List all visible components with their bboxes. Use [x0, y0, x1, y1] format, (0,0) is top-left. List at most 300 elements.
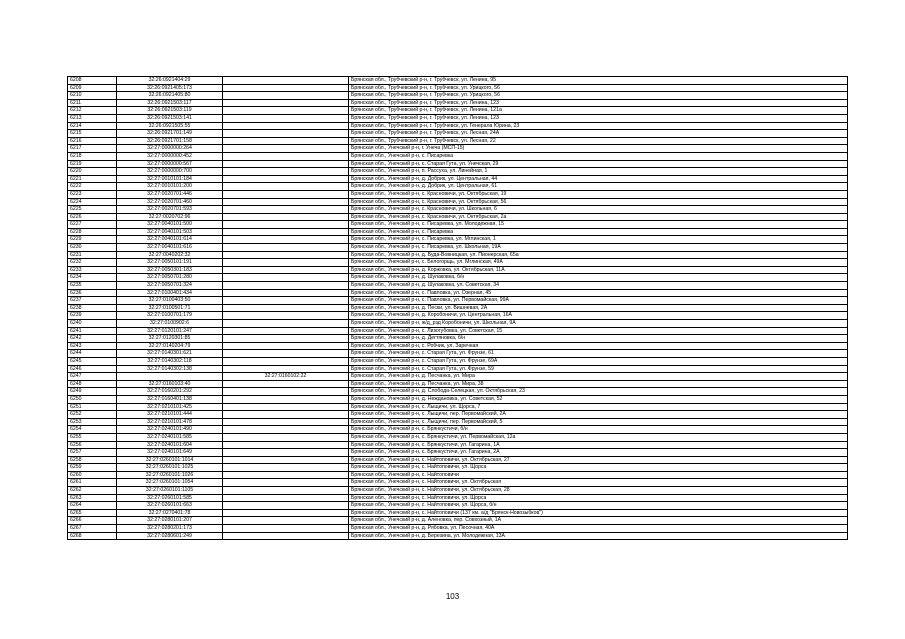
cadastral-number-cell: 32:27:0210101:444: [117, 411, 223, 419]
cadastral-number-extra-cell: [223, 92, 349, 100]
row-number-cell: 6239: [68, 312, 117, 320]
row-number-cell: 6244: [68, 350, 117, 358]
page-number: 103: [445, 592, 460, 601]
row-number-cell: 6268: [68, 532, 117, 540]
cadastral-number-extra-cell: [223, 221, 349, 229]
cadastral-number-extra-cell: [223, 456, 349, 464]
cadastral-number-cell: 32:27:0240101:604: [117, 441, 223, 449]
cadastral-number-extra-cell: [223, 77, 349, 85]
cadastral-number-cell: 32:27:0100403:50: [117, 297, 223, 305]
table-row: [68, 357, 848, 365]
row-number-cell: 6226: [68, 213, 117, 221]
cadastral-number-extra-cell: [223, 433, 349, 441]
row-number-cell: 6212: [68, 107, 117, 115]
row-number-cell: 6223: [68, 190, 117, 198]
row-number-cell: 6253: [68, 418, 117, 426]
cadastral-number-extra-cell: [223, 418, 349, 426]
cadastral-number-cell: 32:26:0921505:55: [117, 122, 223, 130]
table-row: [68, 251, 848, 259]
row-number-cell: 6221: [68, 175, 117, 183]
table-row: [68, 320, 848, 328]
cadastral-number-extra-cell: [223, 342, 349, 350]
cadastral-number-cell: 32:27:0260101:1025: [117, 464, 223, 472]
address-cell: Брянская обл., Трубчевский р-н, г. Трубчевск, ул. Лесная, 22: [349, 137, 848, 145]
table-row: [68, 236, 848, 244]
cadastral-number-extra-cell: [223, 190, 349, 198]
cadastral-number-cell: 32:27:0100501:71: [117, 304, 223, 312]
address-cell: Брянская обл., Унечский р-н, с. Старая Гута, ул. Унечская, 29: [349, 160, 848, 168]
address-cell: Брянская обл., Унечский р-н, с. Писаревка: [349, 152, 848, 160]
cadastral-number-cell: 32:27:0050701:324: [117, 282, 223, 290]
cadastral-number-cell: 32:27:0020701:593: [117, 206, 223, 214]
table-row: [68, 107, 848, 115]
cadastral-number-cell: 32:27:0160201:292: [117, 388, 223, 396]
table-row: [68, 449, 848, 457]
table-row: [68, 274, 848, 282]
cadastral-number-extra-cell: [223, 274, 349, 282]
cadastral-number-cell: 32:26:0921701:149: [117, 130, 223, 138]
address-cell: Брянская обл., Унечский р-н, д. Неждановка, ул. Советская, 52: [349, 395, 848, 403]
cadastral-number-extra-cell: [223, 198, 349, 206]
address-cell: Брянская обл., Унечский р-н, с. Старая Гута, ул. Фрунзе, 69А: [349, 357, 848, 365]
row-number-cell: 6215: [68, 130, 117, 138]
cadastral-number-cell: [117, 373, 223, 381]
table-row: [68, 335, 848, 343]
row-number-cell: 6241: [68, 327, 117, 335]
table-row: [68, 137, 848, 145]
table-row: [68, 175, 848, 183]
row-number-cell: 6246: [68, 365, 117, 373]
cadastral-number-cell: 32:27:0040101:503: [117, 228, 223, 236]
registry-table-body: [68, 77, 848, 540]
row-number-cell: 6266: [68, 517, 117, 525]
row-number-cell: 6237: [68, 297, 117, 305]
row-number-cell: 6235: [68, 282, 117, 290]
cadastral-number-extra-cell: [223, 479, 349, 487]
cadastral-number-cell: 32:27:0020701:460: [117, 198, 223, 206]
table-row: [68, 122, 848, 130]
row-number-cell: 6251: [68, 403, 117, 411]
cadastral-number-cell: 32:27:0000000:700: [117, 168, 223, 176]
cadastral-number-cell: 32:27:0000000:264: [117, 145, 223, 153]
cadastral-number-extra-cell: [223, 365, 349, 373]
cadastral-number-extra-cell: [223, 312, 349, 320]
cadastral-number-extra-cell: [223, 411, 349, 419]
cadastral-number-cell: 32:27:0260101:1054: [117, 479, 223, 487]
row-number-cell: 6240: [68, 320, 117, 328]
cadastral-number-extra-cell: [223, 289, 349, 297]
table-row: [68, 228, 848, 236]
row-number-cell: 6247: [68, 373, 117, 381]
cadastral-number-extra-cell: [223, 494, 349, 502]
row-number-cell: 6224: [68, 198, 117, 206]
address-cell: Брянская обл., Трубчевский р-н, г. Трубчевск, ул. Урицкого, 56: [349, 92, 848, 100]
row-number-cell: 6230: [68, 244, 117, 252]
address-cell: Брянская обл., Унечский р-н, с. Павловка, ул. Первомайская, 99А: [349, 297, 848, 305]
table-row: [68, 342, 848, 350]
table-row: [68, 487, 848, 495]
row-number-cell: 6227: [68, 221, 117, 229]
address-cell: Брянская обл., Унечский р-н, с. Брянкустичи, ул. Гагарина, 2А: [349, 449, 848, 457]
row-number-cell: 6238: [68, 304, 117, 312]
table-row: [68, 479, 848, 487]
table-row: [68, 411, 848, 419]
cadastral-number-cell: 32:27:0140301:621: [117, 350, 223, 358]
address-cell: Брянская обл., Унечский р-н, д. Рябовка, ул. Песочная, 40А: [349, 525, 848, 533]
cadastral-number-extra-cell: [223, 137, 349, 145]
row-number-cell: 6225: [68, 206, 117, 214]
address-cell: Брянская обл., Унечский р-н, с. Брянкустичи, ул. Первомайская, 12а: [349, 433, 848, 441]
row-number-cell: 6229: [68, 236, 117, 244]
address-cell: Брянская обл., Унечский р-н, с. Красновичи, ул. Школьная, 6: [349, 206, 848, 214]
table-row: [68, 92, 848, 100]
address-cell: Брянская обл., Унечский р-н, с. Писаревка: [349, 228, 848, 236]
row-number-cell: 6257: [68, 449, 117, 457]
cadastral-number-cell: 32:27:0000000:452: [117, 152, 223, 160]
cadastral-number-cell: 32:27:0260101:1105: [117, 487, 223, 495]
address-cell: Брянская обл., Унечский р-н, д. Добрик, ул. Центральная, 61: [349, 183, 848, 191]
cadastral-number-extra-cell: [223, 403, 349, 411]
row-number-cell: 6234: [68, 274, 117, 282]
cadastral-number-cell: 32:26:0921701:158: [117, 137, 223, 145]
table-row: [68, 84, 848, 92]
cadastral-number-cell: 32:27:0260101:585: [117, 494, 223, 502]
address-cell: Брянская обл., Унечский р-н, д. Слобода-Селецкая, ул. Октябрьская, 23: [349, 388, 848, 396]
cadastral-number-extra-cell: [223, 304, 349, 312]
row-number-cell: 6222: [68, 183, 117, 191]
cadastral-number-extra-cell: [223, 320, 349, 328]
row-number-cell: 6250: [68, 395, 117, 403]
address-cell: Брянская обл., Унечский р-н, с. Найтоповичи: [349, 471, 848, 479]
address-cell: Брянская обл., Унечский р-н, д. Шулаковка, ул. Советская, 34: [349, 282, 848, 290]
address-cell: Брянская обл., Унечский р-н, с. Старая Гута, ул. Фрунзе, 61: [349, 350, 848, 358]
cadastral-number-extra-cell: [223, 335, 349, 343]
cadastral-number-extra-cell: [223, 532, 349, 540]
cadastral-number-extra-cell: [223, 213, 349, 221]
table-row: [68, 395, 848, 403]
table-row: [68, 152, 848, 160]
row-number-cell: 6262: [68, 487, 117, 495]
address-cell: Брянская обл., Унечский р-н, д. Аленовка, пер. Совхозный, 1А: [349, 517, 848, 525]
table-row: [68, 221, 848, 229]
row-number-cell: 6211: [68, 99, 117, 107]
table-row: [68, 114, 848, 122]
cadastral-number-cell: 32:27:0120301:85: [117, 335, 223, 343]
table-row: [68, 403, 848, 411]
cadastral-number-extra-cell: [223, 509, 349, 517]
address-cell: Брянская обл., Унечский р-н, с. Красновичи, ул. Октябрьская, 56: [349, 198, 848, 206]
address-cell: Брянская обл., Унечский р-н, д. Песчанка, ул. Мира, 38: [349, 380, 848, 388]
row-number-cell: 6236: [68, 289, 117, 297]
row-number-cell: 6245: [68, 357, 117, 365]
table-row: [68, 130, 848, 138]
cadastral-number-cell: 32:27:0020702:96: [117, 213, 223, 221]
cadastral-number-cell: 32:27:0140204:79: [117, 342, 223, 350]
cadastral-number-cell: 32:27:0210101:425: [117, 403, 223, 411]
cadastral-number-extra-cell: [223, 441, 349, 449]
table-row: [68, 297, 848, 305]
cadastral-number-cell: 32:26:0921503:117: [117, 99, 223, 107]
cadastral-number-cell: 32:27:0260101:1026: [117, 471, 223, 479]
address-cell: Брянская обл., Унечский р-н, с. Лыщичи, ул. Щорса, 7: [349, 403, 848, 411]
row-number-cell: 6209: [68, 84, 117, 92]
address-cell: Брянская обл., Унечский р-н, ж/д_рзд Коробоничи, ул. Школьная, 9А: [349, 320, 848, 328]
table-row: [68, 198, 848, 206]
address-cell: Брянская обл., Трубчевский р-н, г. Трубчевск, ул. Ленина, 123: [349, 99, 848, 107]
cadastral-number-cell: 32:27:0280201:173: [117, 525, 223, 533]
cadastral-number-extra-cell: [223, 259, 349, 267]
cadastral-number-cell: 32:27:0040101:616: [117, 244, 223, 252]
cadastral-number-extra-cell: [223, 228, 349, 236]
row-number-cell: 6267: [68, 525, 117, 533]
table-row: [68, 282, 848, 290]
cadastral-number-extra-cell: [223, 251, 349, 259]
cadastral-number-extra-cell: [223, 464, 349, 472]
address-cell: Брянская обл., Унечский р-н, д. Буда-Вовницкая, ул. Пионерская, 65а: [349, 251, 848, 259]
address-cell: Брянская обл., Унечский р-н, с. Красновичи, ул. Октябрьская, 2а: [349, 213, 848, 221]
cadastral-number-extra-cell: [223, 244, 349, 252]
table-row: [68, 160, 848, 168]
cadastral-number-cell: 32:27:0040101:614: [117, 236, 223, 244]
cadastral-number-cell: 32:27:0040202:32: [117, 251, 223, 259]
row-number-cell: 6233: [68, 266, 117, 274]
address-cell: Брянская обл., Унечский р-н, с. Лыщичи, пер. Первомайский, 5: [349, 418, 848, 426]
address-cell: Брянская обл., Унечский р-н, д. Пески, ул. Вишневая, 2А: [349, 304, 848, 312]
cadastral-number-cell: 32:27:0050701:280: [117, 274, 223, 282]
table-row: [68, 206, 848, 214]
cadastral-number-cell: 32:26:0921404:29: [117, 77, 223, 85]
cadastral-number-extra-cell: [223, 145, 349, 153]
cadastral-number-extra-cell: [223, 327, 349, 335]
cadastral-number-cell: 32:27:0020701:446: [117, 190, 223, 198]
cadastral-number-cell: 32:26:0921503:141: [117, 114, 223, 122]
cadastral-number-cell: 32:27:0010101:200: [117, 183, 223, 191]
row-number-cell: 6218: [68, 152, 117, 160]
cadastral-number-extra-cell: [223, 236, 349, 244]
table-row: [68, 494, 848, 502]
address-cell: Брянская обл., Унечский р-н, с. Найтоповичи, ул. Щорса: [349, 494, 848, 502]
table-row: [68, 244, 848, 252]
cadastral-number-extra-cell: [223, 449, 349, 457]
table-row: [68, 266, 848, 274]
row-number-cell: 6263: [68, 494, 117, 502]
address-cell: Брянская обл., Трубчевский р-н, г. Трубчевск, ул. Ленина, 121а: [349, 107, 848, 115]
table-row: [68, 365, 848, 373]
address-cell: Брянская обл., Унечский р-н, с. Писаревка, ул. Мглинская, 1: [349, 236, 848, 244]
cadastral-number-extra-cell: [223, 517, 349, 525]
cadastral-number-extra-cell: 32:27:0160102:22: [223, 373, 349, 381]
cadastral-number-cell: 32:27:0140302:118: [117, 357, 223, 365]
table-row: [68, 517, 848, 525]
cadastral-number-extra-cell: [223, 99, 349, 107]
cadastral-number-extra-cell: [223, 525, 349, 533]
table-row: [68, 456, 848, 464]
cadastral-number-cell: 32:27:0050101:191: [117, 259, 223, 267]
row-number-cell: 6219: [68, 160, 117, 168]
row-number-cell: 6210: [68, 92, 117, 100]
row-number-cell: 6220: [68, 168, 117, 176]
table-row: [68, 532, 848, 540]
cadastral-number-cell: 32:27:0100401:434: [117, 289, 223, 297]
table-row: [68, 373, 848, 381]
table-row: [68, 388, 848, 396]
address-cell: Брянская обл., Унечский р-н, д. Шулаковка, б/н: [349, 274, 848, 282]
cadastral-number-extra-cell: [223, 426, 349, 434]
row-number-cell: 6213: [68, 114, 117, 122]
address-cell: Брянская обл., Унечский р-н, с. Белогорщь, ул. Мглинская, 49А: [349, 259, 848, 267]
address-cell: Брянская обл., Унечский р-н, с. Брянкустичи, ул. Гагарина, 1А: [349, 441, 848, 449]
cadastral-number-cell: 32:27:0100701:179: [117, 312, 223, 320]
cadastral-number-extra-cell: [223, 266, 349, 274]
cadastral-number-extra-cell: [223, 175, 349, 183]
cadastral-number-cell: 32:27:0270401:78: [117, 509, 223, 517]
cadastral-number-extra-cell: [223, 502, 349, 510]
address-cell: Брянская обл., Унечский р-н, с. Павловка, ул. Озерная, 45: [349, 289, 848, 297]
address-cell: Брянская обл., Унечский р-н, с. Найтоповичи (137 км. а/д "Брянск-Новозыбков"): [349, 509, 848, 517]
row-number-cell: 6228: [68, 228, 117, 236]
cadastral-number-extra-cell: [223, 350, 349, 358]
address-cell: Брянская обл., Трубчевский р-н, г. Трубчевск, ул. Урицкого, 56: [349, 84, 848, 92]
address-cell: Брянская обл., Унечский р-н, с. Брянкустичи, б/н: [349, 426, 848, 434]
table-row: [68, 418, 848, 426]
cadastral-number-extra-cell: [223, 122, 349, 130]
cadastral-number-cell: 32:27:0160103:40: [117, 380, 223, 388]
row-number-cell: 6259: [68, 464, 117, 472]
cadastral-number-cell: 32:27:0260101:663: [117, 502, 223, 510]
cadastral-number-cell: 32:27:0120101:247: [117, 327, 223, 335]
address-cell: Брянская обл., Унечский р-н, с. Найтоповичи, ул. Щорса: [349, 464, 848, 472]
address-cell: Брянская обл., Унечский р-н, д. Коробоничи, ул. Центральная, 16А: [349, 312, 848, 320]
table-row: [68, 433, 848, 441]
table-row: [68, 183, 848, 191]
address-cell: Брянская обл., Унечский р-н, д. Песчанка, ул. Мира: [349, 373, 848, 381]
row-number-cell: 6243: [68, 342, 117, 350]
cadastral-number-extra-cell: [223, 357, 349, 365]
table-row: [68, 259, 848, 267]
cadastral-number-cell: 32:27:0010101:184: [117, 175, 223, 183]
address-cell: Брянская обл., Унечский р-н, п. Рассуха, ул. Линейная, 1: [349, 168, 848, 176]
table-row: [68, 525, 848, 533]
row-number-cell: 6248: [68, 380, 117, 388]
row-number-cell: 6231: [68, 251, 117, 259]
row-number-cell: 6232: [68, 259, 117, 267]
cadastral-number-cell: 32:27:0000000:567: [117, 160, 223, 168]
cadastral-number-extra-cell: [223, 380, 349, 388]
cadastral-number-extra-cell: [223, 84, 349, 92]
cadastral-number-extra-cell: [223, 168, 349, 176]
row-number-cell: 6249: [68, 388, 117, 396]
row-number-cell: 6255: [68, 433, 117, 441]
table-row: [68, 77, 848, 85]
row-number-cell: 6256: [68, 441, 117, 449]
table-row: [68, 509, 848, 517]
table-row: [68, 441, 848, 449]
cadastral-number-cell: 32:27:0040101:500: [117, 221, 223, 229]
cadastral-number-cell: 32:27:0210101:478: [117, 418, 223, 426]
cadastral-number-cell: 32:26:0921405:173: [117, 84, 223, 92]
table-row: [68, 145, 848, 153]
cadastral-number-extra-cell: [223, 487, 349, 495]
row-number-cell: 6214: [68, 122, 117, 130]
cadastral-number-extra-cell: [223, 206, 349, 214]
cadastral-number-cell: 32:27:0050301:183: [117, 266, 223, 274]
cadastral-number-cell: 32:27:0280601:249: [117, 532, 223, 540]
cadastral-number-extra-cell: [223, 114, 349, 122]
address-cell: Брянская обл., Унечский р-н, д. Добрик, ул. Центральная, 44: [349, 175, 848, 183]
row-number-cell: 6208: [68, 77, 117, 85]
row-number-cell: 6261: [68, 479, 117, 487]
table-row: [68, 380, 848, 388]
address-cell: Брянская обл., Унечский р-н, д. Коржовка, ул. Октябрьская, 11А: [349, 266, 848, 274]
table-row: [68, 304, 848, 312]
cadastral-number-extra-cell: [223, 130, 349, 138]
cadastral-number-extra-cell: [223, 107, 349, 115]
cadastral-number-cell: 32:27:0140302:138: [117, 365, 223, 373]
table-row: [68, 289, 848, 297]
table-row: [68, 168, 848, 176]
address-cell: Брянская обл., Унечский р-н, с. Найтоповичи, ул. Октябрьская, 28: [349, 487, 848, 495]
address-cell: Брянская обл., Унечский р-н, д. Березина, ул. Молодежная, 13А: [349, 532, 848, 540]
cadastral-number-cell: 32:27:0240101:585: [117, 433, 223, 441]
address-cell: Брянская обл., Трубчевский р-н, г. Трубчевск, ул. Ленина, 123: [349, 114, 848, 122]
table-row: [68, 426, 848, 434]
address-cell: Брянская обл., Унечский р-н, с. Красновичи, ул. Октябрьская, 19: [349, 190, 848, 198]
address-cell: Брянская обл., Унечский р-н, с. Лыщичи, пер. Первомайский, 2А: [349, 411, 848, 419]
table-row: [68, 464, 848, 472]
address-cell: Брянская обл., Трубчевский р-н, г. Трубчевск, ул. Ленина, 95: [349, 77, 848, 85]
table-row: [68, 99, 848, 107]
table-row: [68, 327, 848, 335]
registry-table: [67, 76, 848, 540]
cadastral-number-cell: 32:26:0921503:119: [117, 107, 223, 115]
row-number-cell: 6254: [68, 426, 117, 434]
cadastral-number-cell: 32:27:0260101:1014: [117, 456, 223, 464]
address-cell: Брянская обл., Унечский р-н, с. Найтоповичи, ул. Октябрьская: [349, 479, 848, 487]
address-cell: Брянская обл., Унечский р-н, с. Найтоповичи, ул. Щорса, б/н: [349, 502, 848, 510]
cadastral-number-cell: 32:27:0100902:6: [117, 320, 223, 328]
address-cell: Брянская обл., Унечский р-н, с. Найтоповичи, ул. Октябрьская, 27: [349, 456, 848, 464]
table-row: [68, 502, 848, 510]
cadastral-number-extra-cell: [223, 183, 349, 191]
address-cell: Брянская обл., Унечский р-н, с. Лизогубовка, ул. Советская, 15: [349, 327, 848, 335]
address-cell: Брянская обл., Унечский р-н, с. Писаревка, ул. Молодежная, 15: [349, 221, 848, 229]
row-number-cell: 6260: [68, 471, 117, 479]
table-row: [68, 312, 848, 320]
row-number-cell: 6252: [68, 411, 117, 419]
table-row: [68, 213, 848, 221]
address-cell: Брянская обл., Унечский р-н, с. Робчик, ул. Заречная: [349, 342, 848, 350]
address-cell: Брянская обл., Унечский р-н, с. Старая Гута, ул. Фрунзе, 59: [349, 365, 848, 373]
row-number-cell: 6216: [68, 137, 117, 145]
row-number-cell: 6242: [68, 335, 117, 343]
cadastral-number-cell: 32:27:0240101:649: [117, 449, 223, 457]
table-row: [68, 190, 848, 198]
address-cell: Брянская обл., Унечский р-н, г. Унеча (МСП-15): [349, 145, 848, 153]
cadastral-number-extra-cell: [223, 471, 349, 479]
row-number-cell: 6258: [68, 456, 117, 464]
table-row: [68, 350, 848, 358]
table-row: [68, 471, 848, 479]
address-cell: Брянская обл., Унечский р-н, с. Писаревка, ул. Школьная, 19А: [349, 244, 848, 252]
row-number-cell: 6217: [68, 145, 117, 153]
cadastral-number-extra-cell: [223, 152, 349, 160]
address-cell: Брянская обл., Унечский р-н, д. Дегтяновка, б/н: [349, 335, 848, 343]
row-number-cell: 6265: [68, 509, 117, 517]
cadastral-number-extra-cell: [223, 160, 349, 168]
cadastral-number-extra-cell: [223, 395, 349, 403]
cadastral-number-extra-cell: [223, 282, 349, 290]
cadastral-number-extra-cell: [223, 297, 349, 305]
